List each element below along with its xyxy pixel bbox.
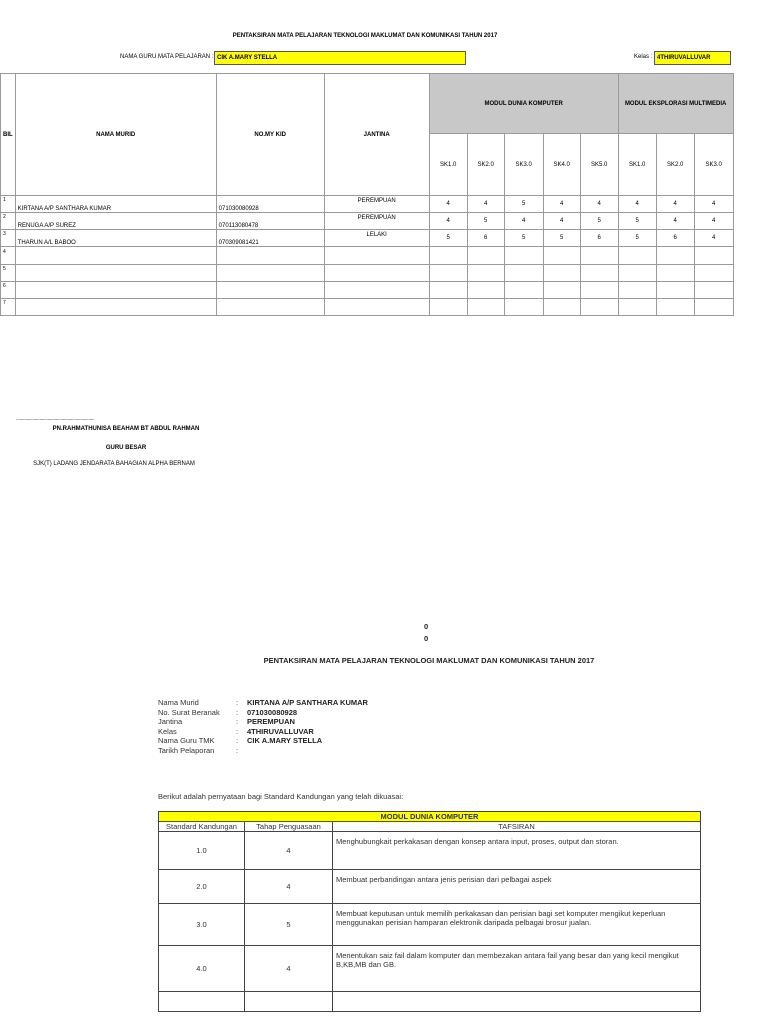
- sk-column-header: SK3.0: [694, 134, 733, 196]
- col-tafsiran: TAFSIRAN: [333, 822, 701, 832]
- teacher-label: NAMA GURU MATA PELAJARAN :: [120, 54, 214, 60]
- report-row: [159, 832, 701, 870]
- report-table: [158, 811, 701, 1012]
- tahap-penguasaan-cell: 4: [245, 832, 333, 870]
- mykid-cell[interactable]: [216, 299, 324, 316]
- row-number: 2: [3, 214, 6, 220]
- bil-cell[interactable]: [1, 247, 16, 265]
- student-row: [1, 265, 734, 282]
- bil-cell[interactable]: [1, 196, 16, 213]
- score-cell[interactable]: 4: [504, 213, 543, 230]
- report-zero-2: 0: [424, 634, 429, 643]
- row-number: 7: [3, 300, 6, 306]
- tafsiran-cell: Membuat keputusan untuk memilih perkakasan dan perisian bagi set komputer mengikut keperluan menggunakan perisian hamparan elektronik daripada pelbagai brosur jualan.: [333, 904, 701, 946]
- gender-cell[interactable]: [324, 282, 429, 299]
- student-name-cell[interactable]: [15, 299, 216, 316]
- header-modul-dunia-komputer: MODUL DUNIA KOMPUTER: [429, 74, 618, 134]
- score-cell[interactable]: 4: [656, 196, 694, 213]
- report-field-colon: :: [236, 717, 239, 727]
- student-row: [1, 213, 734, 230]
- sk-column-header: SK1.0: [429, 134, 467, 196]
- score-cell[interactable]: [618, 247, 656, 265]
- header-mykid: NO.MY KID: [216, 74, 324, 196]
- tafsiran-cell: Menentukan saiz fail dalam komputer dan membezakan antara fail yang besar dan yang kecil mengikut B,KB,MB dan GB.: [333, 946, 701, 992]
- gender-cell[interactable]: LELAKI: [324, 230, 429, 247]
- score-cell[interactable]: [467, 265, 504, 282]
- score-cell[interactable]: [429, 265, 467, 282]
- report-field-colon: :: [236, 746, 239, 755]
- score-cell[interactable]: [467, 247, 504, 265]
- report-field-value: KIRTANA A/P SANTHARA KUMAR: [247, 698, 368, 707]
- gender-cell[interactable]: PEREMPUAN: [324, 196, 429, 213]
- report-field-label: Nama Guru TMK: [158, 736, 215, 746]
- tafsiran-cell: [333, 992, 701, 1012]
- score-cell[interactable]: [694, 299, 733, 316]
- student-row: [1, 247, 734, 265]
- header-bil: BIL: [1, 74, 16, 196]
- score-cell[interactable]: [429, 247, 467, 265]
- student-row: [1, 230, 734, 247]
- sk-column-header: SK2.0: [467, 134, 504, 196]
- report-field-label: Nama Murid: [158, 698, 199, 707]
- mykid-cell[interactable]: 070113080478: [216, 213, 324, 230]
- score-cell[interactable]: 5: [429, 230, 467, 247]
- report-field-label: No. Surat Beranak: [158, 707, 220, 717]
- class-name-cell[interactable]: 4THIRUVALLUVAR: [654, 51, 731, 65]
- mykid-cell[interactable]: 070309081421: [216, 230, 324, 247]
- score-cell[interactable]: [656, 299, 694, 316]
- score-cell[interactable]: 4: [694, 230, 733, 247]
- report-field-value: CIK A.MARY STELLA: [247, 736, 323, 746]
- score-cell[interactable]: [543, 265, 580, 282]
- report-zero-1: 0: [424, 622, 429, 631]
- report-field-label: Tarikh Pelaporan: [158, 746, 215, 755]
- score-cell[interactable]: 5: [618, 230, 656, 247]
- score-cell[interactable]: 6: [467, 230, 504, 247]
- score-cell[interactable]: 4: [694, 196, 733, 213]
- report-row: [159, 870, 701, 904]
- score-cell[interactable]: [467, 299, 504, 316]
- sk-column-header: SK5.0: [580, 134, 618, 196]
- score-cell[interactable]: [656, 247, 694, 265]
- sheet-body: [1, 196, 734, 316]
- principal-role: GURU BESAR: [105, 445, 147, 451]
- bil-cell[interactable]: [1, 282, 16, 299]
- student-name-cell[interactable]: [15, 247, 216, 265]
- tafsiran-cell: Membuat perbandingan antara jenis perisian dari pelbagai aspek: [333, 870, 701, 904]
- score-cell[interactable]: [694, 282, 733, 299]
- score-cell[interactable]: [618, 282, 656, 299]
- principal-name: PN.RAHMATHUNISA BEAHAM BT ABDUL RAHMAN: [52, 426, 200, 432]
- score-cell[interactable]: [656, 282, 694, 299]
- score-cell[interactable]: [429, 299, 467, 316]
- tahap-penguasaan-cell: 4: [245, 870, 333, 904]
- score-cell[interactable]: 5: [580, 213, 618, 230]
- score-cell[interactable]: 6: [580, 230, 618, 247]
- bil-cell[interactable]: [1, 265, 16, 282]
- student-name-cell[interactable]: [15, 265, 216, 282]
- score-cell[interactable]: [504, 299, 543, 316]
- gender-cell[interactable]: [324, 265, 429, 282]
- bil-cell[interactable]: [1, 230, 16, 247]
- score-cell[interactable]: [543, 282, 580, 299]
- header-modul-eksplorasi-multimedia: MODUL EKSPLORASI MULTIMEDIA: [618, 74, 733, 134]
- student-name-cell[interactable]: [15, 282, 216, 299]
- standard-kandungan-cell: 1.0: [159, 832, 245, 870]
- score-cell[interactable]: 4: [467, 196, 504, 213]
- score-cell[interactable]: [543, 299, 580, 316]
- mykid-cell[interactable]: [216, 282, 324, 299]
- report-field-value: 4THIRUVALLUVAR: [247, 726, 314, 736]
- score-cell[interactable]: [580, 247, 618, 265]
- student-name-cell[interactable]: THARUN A/L BABOO: [15, 230, 216, 247]
- score-cell[interactable]: [504, 247, 543, 265]
- student-row: [1, 196, 734, 213]
- mykid-cell[interactable]: [216, 265, 324, 282]
- student-row: [1, 299, 734, 316]
- score-cell[interactable]: 4: [429, 213, 467, 230]
- score-cell[interactable]: 4: [694, 213, 733, 230]
- col-tahap-penguasaan: Tahap Penguasaan: [245, 822, 333, 832]
- tahap-penguasaan-cell: 4: [245, 946, 333, 992]
- report-row: [159, 992, 701, 1012]
- row-number: 4: [3, 248, 6, 255]
- score-cell[interactable]: [694, 265, 733, 282]
- report-field-colon: :: [236, 736, 239, 746]
- score-cell[interactable]: [543, 247, 580, 265]
- standard-kandungan-cell: 3.0: [159, 904, 245, 946]
- report-intro: Berikut adalah pernyataan bagi Standard Kandungan yang telah dikuasai:: [158, 792, 404, 801]
- student-name-cell[interactable]: RENUGA A/P SUREZ: [15, 213, 216, 230]
- score-cell[interactable]: [467, 282, 504, 299]
- report-row: [159, 904, 701, 946]
- score-cell[interactable]: [504, 265, 543, 282]
- report-body: [159, 832, 701, 1012]
- score-cell[interactable]: [429, 282, 467, 299]
- report-title: PENTAKSIRAN MATA PELAJARAN TEKNOLOGI MAKLUMAT DAN KOMUNIKASI TAHUN 2017: [263, 656, 595, 665]
- score-cell[interactable]: [618, 299, 656, 316]
- mykid-cell[interactable]: [216, 247, 324, 265]
- sk-column-header: SK2.0: [656, 134, 694, 196]
- sk-column-header: SK1.0: [618, 134, 656, 196]
- school-name: SJK(T) LADANG JENDARATA BAHAGIAN ALPHA BERNAM: [33, 461, 195, 467]
- class-label: Kelas :: [634, 54, 653, 60]
- score-cell[interactable]: 5: [618, 213, 656, 230]
- scores-table: [0, 73, 734, 316]
- report-field-label: Jantina: [158, 717, 183, 727]
- tafsiran-cell: Menghubungkait perkakasan dengan konsep antara input, proses, output dan storan.: [333, 832, 701, 870]
- gender-cell[interactable]: [324, 247, 429, 265]
- standard-kandungan-cell: [159, 992, 245, 1012]
- score-cell[interactable]: 4: [543, 213, 580, 230]
- header-nama-murid: NAMA MURID: [15, 74, 216, 196]
- standard-kandungan-cell: 2.0: [159, 870, 245, 904]
- student-name-cell[interactable]: KIRTANA A/P SANTHARA KUMAR: [15, 196, 216, 213]
- tahap-penguasaan-cell: 5: [245, 904, 333, 946]
- standard-kandungan-cell: 4.0: [159, 946, 245, 992]
- row-number: 1: [3, 197, 6, 203]
- gender-cell[interactable]: PEREMPUAN: [324, 213, 429, 230]
- header-jantina: JANTINA: [324, 74, 429, 196]
- mykid-cell[interactable]: 071030080928: [216, 196, 324, 213]
- row-number: 3: [3, 231, 6, 237]
- score-cell[interactable]: [580, 265, 618, 282]
- sheet-title: PENTAKSIRAN MATA PELAJARAN TEKNOLOGI MAKLUMAT DAN KOMUNIKASI TAHUN 2017: [232, 33, 498, 39]
- student-row: [1, 282, 734, 299]
- score-cell[interactable]: 5: [543, 230, 580, 247]
- score-cell[interactable]: 4: [656, 213, 694, 230]
- score-cell[interactable]: 6: [656, 230, 694, 247]
- col-standard-kandungan: Standard Kandungan: [159, 822, 245, 832]
- score-cell[interactable]: 5: [504, 230, 543, 247]
- report-field-value: 071030080928: [247, 707, 298, 717]
- teacher-name-cell[interactable]: CIK A.MARY STELLA: [214, 51, 466, 65]
- row-number: 5: [3, 266, 6, 272]
- score-cell[interactable]: [580, 282, 618, 299]
- score-cell[interactable]: 5: [467, 213, 504, 230]
- report-field-value: PEREMPUAN: [247, 717, 295, 727]
- score-cell[interactable]: [504, 282, 543, 299]
- row-number: 6: [3, 283, 6, 289]
- score-cell[interactable]: 5: [504, 196, 543, 213]
- score-cell[interactable]: 4: [580, 196, 618, 213]
- report-field-label: Kelas: [158, 726, 177, 736]
- gender-cell[interactable]: [324, 299, 429, 316]
- report-field-colon: :: [236, 698, 239, 707]
- score-cell[interactable]: [580, 299, 618, 316]
- score-cell[interactable]: [694, 247, 733, 265]
- bil-cell[interactable]: [1, 299, 16, 316]
- signature-line: ...................................................................: [16, 416, 95, 422]
- score-cell[interactable]: 4: [543, 196, 580, 213]
- sk-column-header: SK4.0: [543, 134, 580, 196]
- score-cell[interactable]: 4: [618, 196, 656, 213]
- bil-cell[interactable]: [1, 213, 16, 230]
- score-cell[interactable]: 4: [429, 196, 467, 213]
- sk-column-header: SK3.0: [504, 134, 543, 196]
- report-field-colon: :: [236, 707, 239, 717]
- report-row: [159, 946, 701, 992]
- report-field-colon: :: [236, 726, 239, 736]
- score-cell[interactable]: [618, 265, 656, 282]
- score-cell[interactable]: [656, 265, 694, 282]
- tahap-penguasaan-cell: [245, 992, 333, 1012]
- report-table-title: MODUL DUNIA KOMPUTER: [159, 812, 701, 822]
